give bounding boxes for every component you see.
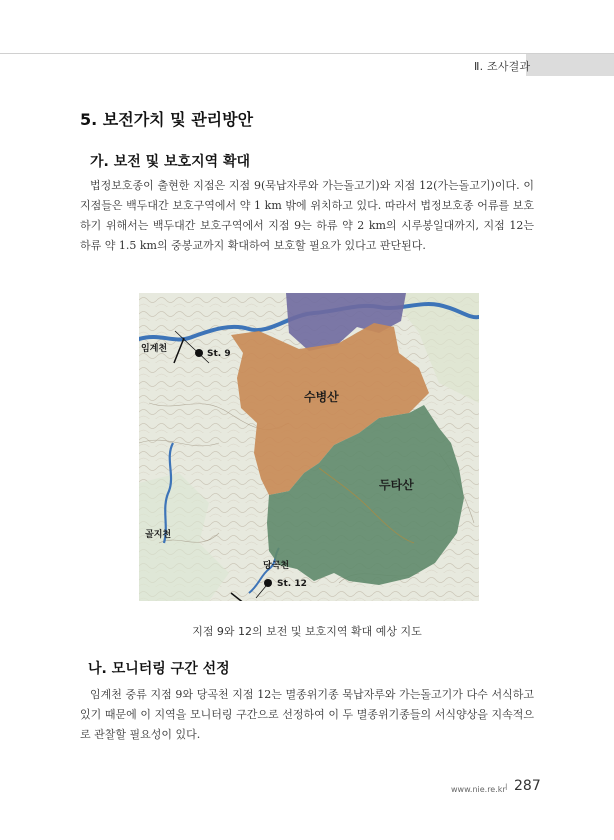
station-9-marker [195, 349, 203, 357]
label-imgyecheon: 임계천 [141, 344, 168, 354]
label-danggokcheon: 당곡천 [263, 561, 290, 571]
protection-area-map [139, 293, 479, 601]
footer-url: www.nie.re.kr [451, 785, 506, 794]
paragraph-protection: 법정보호종이 출현한 지점은 지점 9(묵납자루와 가는돌고기)와 지점 12(가는돌고기)이다. 이 지점들은 백두대간 보호구역에서 약 1 km 밖에 위치하고 있다. 따라서 법정보호종 어류를 보호하기 위해서는 백두대간 보호구역에서 지점 9는 하류 약 2 km의 시루봉일대까지, 지점 12는 하류 약 1.5 km의 중봉교까지 확대하여 보호할 필요가 있다고 판단된다. [80, 179, 534, 252]
header-rule [0, 53, 614, 54]
subsection-title-protection: 가. 보전 및 보호지역 확대 [90, 154, 251, 170]
header-tab [526, 54, 614, 76]
section-title: 5. 보전가치 및 관리방안 [80, 110, 254, 129]
subsection-title-monitoring: 나. 모니터링 구간 선정 [88, 661, 230, 677]
label-dutasan: 두타산 [379, 478, 414, 492]
station-12-marker [264, 579, 272, 587]
label-subyeongsan: 수병산 [304, 390, 339, 404]
page-number: 287 [514, 778, 541, 794]
footer-separator: I [505, 783, 508, 793]
figure-caption: 지점 9와 12의 보전 및 보호지역 확대 예상 지도 [192, 625, 422, 638]
label-goljicheon: 골지천 [145, 530, 172, 540]
paragraph-monitoring: 임계천 중류 지점 9와 당곡천 지점 12는 멸종위기종 묵납자루와 가는돌고기가 다수 서식하고 있기 때문에 이 지역을 모니터링 구간으로 선정하여 이 두 멸종위기종들의 서식양상을 지속적으로 관찰할 필요성이 있다. [80, 688, 534, 741]
label-st12: St. 12 [277, 579, 307, 589]
chapter-label: Ⅱ. 조사결과 [474, 60, 531, 73]
label-st9: St. 9 [207, 349, 231, 359]
